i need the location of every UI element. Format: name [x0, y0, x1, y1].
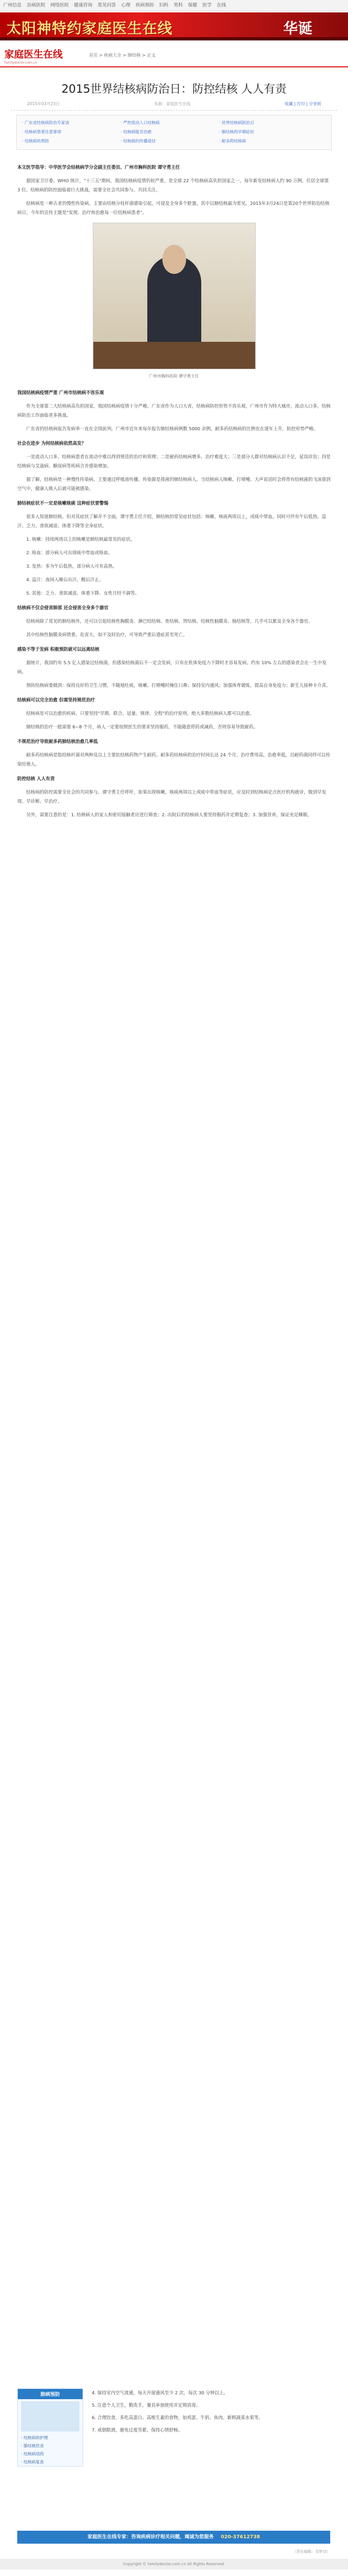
paragraph: 6. 合理饮食，多吃高蛋白、高维生素的食物，如鸡蛋、牛奶、鱼肉、新鲜蔬菜水果等。	[92, 2415, 263, 2420]
section-heading: 防控结核 人人有责	[17, 776, 55, 781]
contact-phone[interactable]: 020-37612738	[221, 2534, 260, 2540]
paragraph: 5. 其他：乏力、食欲减退、体重下降、女性月经不调等。	[26, 590, 140, 596]
paragraph: 据了解，结核病是一种慢性传染病，主要通过呼吸道传播，传染源是排菌的肺结核病人。当结核病人咳嗽、打喷嚏、大声说话时会将带有结核菌的飞沫排到空气中，健康人吸入后就可能被感染。	[17, 477, 331, 491]
photo-head	[162, 245, 186, 274]
banner-right-text: 华诞	[283, 20, 312, 37]
sidebar-ad-image	[21, 2401, 79, 2432]
related-link[interactable]: · 世界结核病防治日	[219, 120, 254, 125]
nav-link[interactable]: 网络医院	[50, 3, 69, 8]
section-heading: 结核病不仅会侵害肺部 还会侵害全身多个器官	[17, 605, 108, 610]
logo-sub: familydoctor.com.cn	[4, 61, 37, 65]
section-heading: 结核病可以完全治愈 但需坚持规范治疗	[17, 697, 95, 702]
paragraph: 结核病的防控需要全社会的共同参与。谭守勇主任呼吁，如果出现咳嗽、咳痰两周以上或痰中带血等症状，应及时到结核病定点医疗机构就诊，做到早发现、早诊断、早治疗。	[17, 789, 326, 804]
related-link[interactable]: · 结核病的预防	[22, 139, 49, 143]
nav-link[interactable]: 医学	[202, 3, 212, 8]
related-link[interactable]: · 肺结核的早期症状	[219, 129, 254, 134]
paragraph: 2. 咯血：部分病人可出现痰中带血或咯血。	[26, 550, 113, 555]
site-logo[interactable]	[4, 47, 63, 65]
aside-text	[92, 2388, 332, 2438]
related-links	[16, 115, 332, 150]
sidebar-ad-item[interactable]: · 结核病复查	[21, 2460, 44, 2464]
banner-stripe	[0, 37, 348, 40]
editor-note: （责任编辑：邓梦诗）	[292, 2550, 330, 2554]
doctor-photo	[93, 223, 256, 369]
section-heading: 感染不等于发病 积极预防就可以远离结核	[17, 646, 100, 652]
related-link[interactable]: · 广东省结核病防治专家谈	[22, 120, 70, 125]
photo-desk	[93, 342, 255, 369]
paragraph: 很多人知道肺结核，但对其症状了解并不全面。谭守勇主任介绍，肺结核的常见症状包括：咳嗽、咳痰两周以上，或痰中带血，同时可伴有午后低热、盗汗、乏力、食欲减退、体重下降等全身症状。	[17, 514, 326, 528]
paragraph: 结核病是可以治愈的疾病。只要坚持"早期、联合、适量、规律、全程"的治疗原则，绝大多数结核病人都可以治愈。	[26, 711, 255, 716]
footer: Copyright © familydoctor.com.cn All Rights Reserved.	[0, 2559, 348, 2570]
sidebar-ad[interactable]	[17, 2388, 83, 2467]
photo-caption: 广州市胸科医院 谭守勇主任	[149, 374, 199, 378]
paragraph: 7. 戒烟限酒，避免过度劳累，保持心情舒畅。	[92, 2427, 183, 2433]
article-meta	[11, 101, 337, 111]
section-heading: 不规范治疗导致耐多药肺结核治愈几率低	[17, 739, 98, 744]
share-links[interactable]: 收藏 | 打印 | 分享到	[284, 101, 321, 106]
nav-link[interactable]: 广州信息	[3, 3, 22, 8]
nav-link[interactable]: 保健	[188, 3, 197, 8]
top-navigation	[0, 0, 348, 11]
paragraph: 广东省的结核病报告发病率一直在全国前列，广州市近年来每年报告肺结核病例数 5000 余例，耐多药结核病的比例也在逐年上升，防控形势严峻。	[26, 426, 318, 431]
paragraph: 预防结核病要做到：保持良好的卫生习惯，不随地吐痰，咳嗽、打喷嚏时掩住口鼻；保持室内通风；加强体育锻炼，提高自身免疫力；新生儿接种卡介苗。	[26, 683, 331, 688]
nav-link[interactable]: 健康咨询	[74, 3, 93, 8]
contact-bar[interactable]	[17, 2531, 330, 2544]
nav-link[interactable]: 疾病预防	[135, 3, 154, 8]
sidebar-ad-title: 肺病预防	[18, 2389, 83, 2399]
nav-link[interactable]: 男科	[173, 3, 183, 8]
expert-note: 本文医学指导：中华医学会结核病学分会副主任委员、广州市胸科医院 谭守勇主任	[17, 164, 180, 170]
paragraph: 结核病除了常见的肺结核外，还可以引起结核性胸膜炎、淋巴结结核、骨结核、肾结核、结核性脑膜炎、肠结核等，几乎可以累及全身各个器官。	[26, 618, 313, 624]
paragraph: 耐多药结核病是指结核杆菌对两种及以上主要抗结核药物产生耐药。耐多药结核病的治疗时间长达 24 个月，治疗费用高，治愈率低，且耐药菌同样可以传染给他人。	[17, 752, 331, 767]
paragraph: 一是流动人口多，结核病患者在流动中难以得到规范的治疗和管理；二是耐药结核病增多，治疗难度大；三是部分人群对结核病认识不足，延误诊治；四是结核病与艾滋病、糖尿病等疾病合并感染增加。	[17, 454, 331, 469]
article-date: 2015年03月23日	[27, 101, 60, 106]
breadcrumb[interactable]: 首页 > 疾病大全 > 肺结核 > 正文	[89, 53, 156, 58]
paragraph: 4. 保持室内空气流通，每天开窗通风至少 2 次，每次 30 分钟以上。	[92, 2390, 228, 2395]
paragraph: 作为全球第二大结核病高负担国家，我国结核病疫情十分严峻。广东省作为人口大省，结核病防控形势不容乐观，广州市作为特大城市，流动人口多，结核病防治工作面临更多挑战。	[17, 403, 331, 418]
banner-text: 太阳神特约家庭医生在线	[6, 20, 173, 37]
paragraph: 肺结核的治疗一般需要 6~8 个月，病人一定要按照医生的要求坚持服药，不能随意停药或减药，否则容易导致耐药。	[26, 724, 258, 729]
paragraph: 据统计，我国约有 5.5 亿人感染过结核菌，但感染结核菌后不一定会发病，只有在机体免疫力下降时才容易发病。约有 10% 左右的感染者会在一生中发病。	[17, 660, 327, 674]
paragraph: 另外，需要注意的是：1. 结核病人的家人和密切接触者应进行筛查；2. 出院后的结核病人要坚持服药并定期复查；3. 加强营养，保证充足睡眠。	[26, 812, 312, 817]
nav-link[interactable]: 心理	[121, 3, 131, 8]
related-link[interactable]: · 结核病能否治愈	[120, 129, 152, 134]
paragraph: 结核病是一种古老的慢性传染病，主要由结核分枝杆菌感染引起，可侵及全身多个脏器，其中以肺结核最为常见。2015年3月24日是第20个世界防治结核病日，今年的宣传主题是"发现、治疗和治愈每一位结核病患者"。	[17, 201, 330, 215]
nav-link[interactable]: 在线	[216, 3, 226, 8]
article-source: 来源：家庭医生在线	[154, 101, 191, 106]
contact-label: 家庭医生在线专家：咨询疾病诊疗相关问题，竭诚为您服务	[87, 2534, 214, 2540]
related-link[interactable]: · 结核病患者注意事项	[22, 129, 62, 134]
section-heading: 肺结核症状不一定是咳嗽咳痰 这种症状要警惕	[17, 500, 108, 506]
nav-link[interactable]: 冶病医院	[26, 3, 45, 8]
article-title: 2015世界结核病防治日：防控结核 人人有责	[61, 82, 287, 95]
nav-link[interactable]: 妇科	[159, 3, 169, 8]
paragraph: 其中结核性脑膜炎病情重、危害大，如不及时治疗，可导致严重后遗症甚至死亡。	[26, 632, 188, 637]
paragraph: 1. 咳嗽：持续两周以上的咳嗽是肺结核最常见的症状。	[26, 536, 135, 542]
related-link[interactable]: · 严控流动人口结核病	[120, 120, 160, 125]
logo-name: 家庭医生在线	[4, 49, 63, 60]
sidebar-ad-item[interactable]: · 肺结核饮食	[21, 2443, 44, 2448]
paragraph: 5. 注意个人卫生，勤洗手，餐具单独使用并定期消毒。	[92, 2402, 201, 2408]
paragraph: 据国家卫计委、WHO 统计，"十三五"期间，我国结核病疫情仍较严重，是全球 22 个结核病高负担国家之一，每年新发结核病人约 90 万例，位居全球第 3 位。结核病的防控面临着巨大挑战，需要全社会共同参与、共同关注。	[17, 178, 329, 192]
section-heading: 社会在进步 为何结核病依然高发？	[17, 440, 86, 446]
nav-link[interactable]: 常见问答	[97, 3, 116, 8]
paragraph: 4. 盗汗：夜间入睡后出汗，醒后汗止。	[26, 577, 104, 582]
related-link[interactable]: · 结核病的传播途径	[120, 139, 156, 143]
header	[0, 45, 348, 67]
sidebar-ad-item[interactable]: · 结核病的护理	[21, 2435, 48, 2440]
related-link[interactable]: · 耐多药结核病	[219, 139, 246, 143]
paragraph: 3. 发热：多为午后低热，部分病人可有高热。	[26, 563, 117, 569]
article-body	[0, 150, 348, 819]
sidebar-ad-item[interactable]: · 结核病用药	[21, 2451, 44, 2456]
section-heading: 我国结核病疫情严重 广州市结核病不容乐观	[17, 390, 104, 395]
promo-banner[interactable]	[0, 12, 348, 40]
